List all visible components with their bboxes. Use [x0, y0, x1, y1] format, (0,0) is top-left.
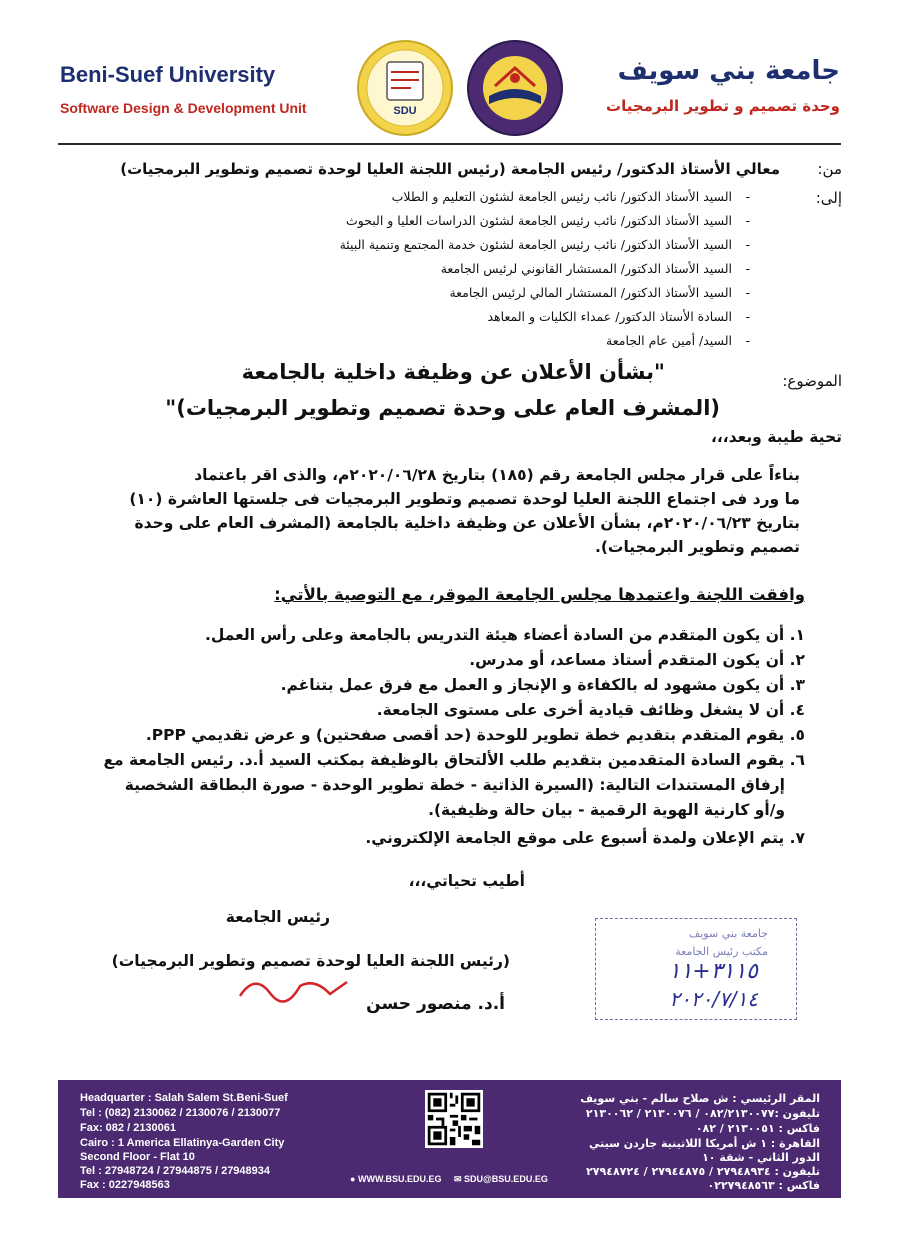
condition-item: ٢. أن يكون المتقدم أستاذ مساعد، أو مدرس.: [469, 651, 805, 669]
from-value: معالي الأستاذ الدكتور/ رئيس الجامعة (رئيس اللجنة العليا لوحدة تصميم وتطوير البرمجيات): [120, 160, 780, 178]
subject-label: الموضوع:: [782, 372, 842, 390]
handwritten-signature: [235, 968, 355, 1008]
paragraph-line: بناءاً على قرار مجلس الجامعة رقم (١٨٥) بتاريخ ٢٠٢٠/٠٦/٢٨م، والذى اقر باعتماد: [194, 466, 800, 484]
stamp-line-1: جامعة بني سويف: [688, 927, 768, 940]
email-icon: ✉: [453, 1174, 462, 1184]
from-label: من:: [817, 160, 842, 178]
closing: أطيب تحياتي،،،: [408, 872, 525, 890]
footer-en-line: Tel : (082) 2130062 / 2130076 / 2130077: [80, 1107, 281, 1119]
signature-title: رئيس الجامعة: [225, 908, 330, 926]
condition-item: ٤. أن لا يشغل وظائف قيادية أخرى على مستوى الجامعة.: [376, 701, 805, 719]
condition-item: ٥. يقوم المتقدم بتقديم خطة تطوير للوحدة (حد أقصى صفحتين) و عرض تقديمي PPP.: [145, 726, 805, 744]
globe-icon: ●: [350, 1174, 356, 1184]
condition-item: و/أو كارنية الهوية الرقمية - بيان حالة وظيفية).: [428, 801, 785, 819]
university-name-en: Beni-Suef University: [60, 62, 276, 87]
footer-ar-line: الدور الثاني - شقة ١٠: [702, 1151, 820, 1164]
recipient-item: - السيد الأستاذ الدكتور/ المستشار القانوني لرئيس الجامعة: [440, 261, 750, 276]
qr-code[interactable]: [425, 1090, 483, 1148]
bsu-logo: [465, 38, 565, 138]
recipient-item: - السيد/ أمين عام الجامعة: [606, 333, 750, 348]
footer-en-line: Fax : 0227948563: [80, 1179, 170, 1191]
paragraph-line: ما ورد فى اجتماع اللجنة العليا لوحدة تصميم وتطوير البرمجيات فى جلستها العاشرة (١٠): [129, 490, 800, 508]
subject-line-1: "بشأن الأعلان عن وظيفة داخلية بالجامعة: [241, 360, 665, 384]
sdu-logo-lettering: SDU: [393, 105, 417, 117]
footer-en-line: Tel : 27948724 / 27944875 / 27948934: [80, 1165, 271, 1177]
footer-ar-line: فاكس : ٢١٣٠٠٥١ / ٠٨٢: [695, 1122, 820, 1135]
website-link[interactable]: WWW.BSU.EDU.EG: [357, 1174, 442, 1184]
footer-ar-line: المقر الرئيسي : ش صلاح سالم - بني سويف: [580, 1092, 820, 1105]
footer-ar-line: تليفون :٠٨٢/٢١٣٠٠٧٧ / ٢١٣٠٠٧٦ / ٢١٣٠٠٦٢: [585, 1107, 820, 1120]
condition-item: ٦. يقوم السادة المتقدمين بتقديم طلب الألتحاق بالوظيفة بمكتب السيد أ.د. رئيس الجامعة مع: [103, 751, 805, 769]
header-rule: [58, 143, 841, 145]
footer-ar-line: فاكس : ٠٢٢٧٩٤٨٥٦٣: [707, 1179, 820, 1192]
unit-name-en: Software Design & Development Unit: [60, 100, 307, 116]
condition-item: ١. أن يكون المتقدم من السادة أعضاء هيئة التدريس بالجامعة وعلى رأس العمل.: [205, 626, 805, 644]
condition-item: ٧. يتم الإعلان ولمدة أسبوع على موقع الجامعة الإلكتروني.: [365, 829, 805, 847]
recipient-item: - السيد الأستاذ الدكتور/ نائب رئيس الجامعة لشئون خدمة المجتمع وتنمية البيئة: [339, 237, 750, 252]
paragraph-line: تصميم وتطوير البرمجيات).: [594, 538, 800, 556]
stamp-date: ٢٠٢٠/٧/١٤: [669, 987, 758, 1011]
footer-ar-line: القاهرة : ١ ش أمريكا اللاتينية جاردن سيتي: [589, 1137, 820, 1150]
incoming-stamp: [595, 918, 797, 1020]
condition-item: إرفاق المستندات التالية: (السيرة الذاتية - خطة تطوير الوحدة - صورة البطاقة الشخصية: [124, 776, 785, 794]
greeting: تحية طيبة وبعد،،،: [711, 428, 842, 446]
stamp-line-2: مكتب رئيس الجامعة: [675, 945, 768, 958]
footer-ar-line: تليفون : ٢٧٩٤٨٩٣٤ / ٢٧٩٤٤٨٧٥ / ٢٧٩٤٨٧٢٤: [586, 1165, 820, 1178]
sdu-logo: [355, 38, 455, 138]
unit-name-ar: وحدة تصميم و تطوير البرمجيات: [606, 97, 840, 115]
condition-item: ٣. أن يكون مشهود له بالكفاءة و الإنجاز و العمل مع فرق عمل بتناغم.: [280, 676, 805, 694]
signature-role: (رئيس اللجنة العليا لوحدة تصميم وتطوير البرمجيات): [111, 952, 510, 970]
footer-en-line: Headquarter : Salah Salem St.Beni-Suef: [80, 1092, 288, 1104]
footer-en-line: Fax: 082 / 2130061: [80, 1122, 177, 1134]
recipient-item: - السيد الأستاذ الدكتور/ نائب رئيس الجامعة لشئون التعليم و الطلاب: [391, 189, 750, 204]
recipient-item: - السيد الأستاذ الدكتور/ المستشار المالي لرئيس الجامعة: [449, 285, 750, 300]
university-name-ar: جامعة بني سويف: [617, 56, 840, 86]
approval-heading: وافقت اللجنة واعتمدها مجلس الجامعة الموقر، مع التوصية بالأتي:: [274, 585, 805, 604]
signature-name: أ.د. منصور حسن: [366, 994, 505, 1014]
footer-en-line: Cairo : 1 America Ellatinya-Garden City: [80, 1137, 285, 1149]
footer-en-line: Second Floor - Flat 10: [80, 1151, 195, 1163]
recipient-item: - السادة الأستاذ الدكتور/ عمداء الكليات و المعاهد: [487, 309, 750, 324]
to-label: إلى:: [815, 189, 842, 207]
footer-web: [350, 1174, 548, 1185]
stamp-number: ٣١١٥+١١: [668, 959, 758, 984]
subject-line-2: (المشرف العام على وحدة تصميم وتطوير البرمجيات)": [165, 396, 720, 420]
recipient-item: - السيد الأستاذ الدكتور/ نائب رئيس الجامعة لشئون الدراسات العليا و البحوث: [345, 213, 750, 228]
email-link[interactable]: SDU@BSU.EDU.EG: [464, 1174, 548, 1184]
paragraph-line: بتاريخ ٢٠٢٠/٠٦/٢٣م، بشأن الأعلان عن وظيفة داخلية بالجامعة (المشرف العام على وحدة: [134, 514, 800, 532]
